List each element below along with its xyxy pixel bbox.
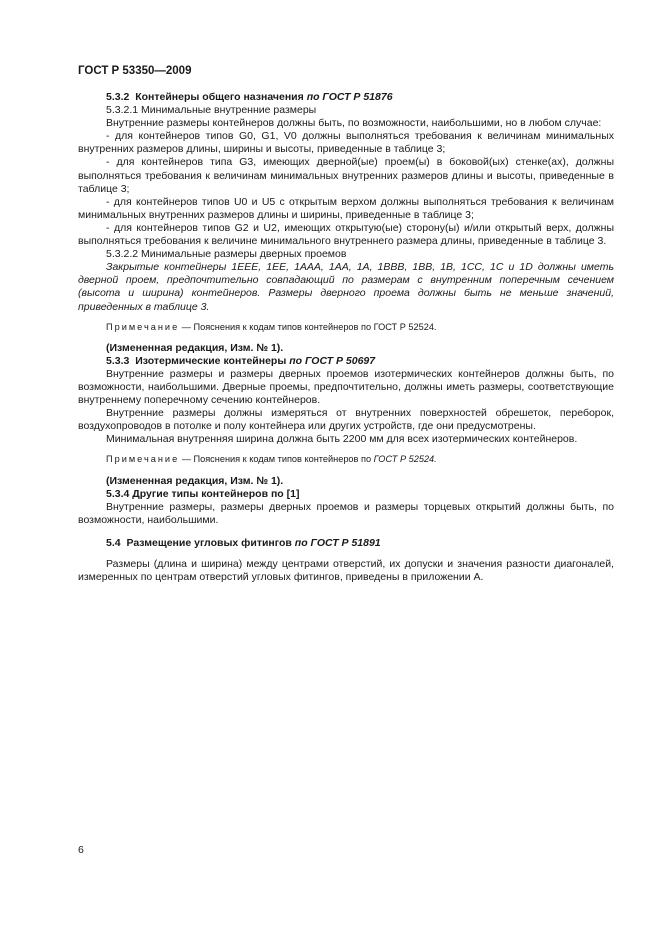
standard-ref: по ГОСТ Р 51876 bbox=[306, 91, 393, 103]
paragraph: Внутренние размеры контейнеров должны быть, по возможности, наибольшими, но в любом случае: bbox=[106, 117, 602, 130]
note bbox=[78, 453, 614, 466]
note-label: Примечание bbox=[106, 454, 180, 465]
list-item: - для контейнеров типов G2 и U2, имеющих открытую(ые) сторону(ы) и/или открытый верх, должны выполняться требования к величине минимального внутреннего размера длины, приведенные в таблице 3. bbox=[78, 221, 614, 248]
paragraph: Размеры (длина и ширина) между центрами отверстий, их допуски и значения разности диагоналей, измеренных по центрам отверстий угловых фитингов, приведены в приложении А. bbox=[78, 558, 614, 584]
subsection-5-3-2-2-title: 5.3.2.2 Минимальные размеры дверных проемов bbox=[106, 248, 347, 261]
section-number: 5.4 bbox=[106, 536, 121, 549]
section-5-3-2-title bbox=[78, 91, 614, 104]
section-number: 5.3.2 bbox=[106, 91, 130, 103]
amendment-note: (Измененная редакция, Изм. № 1). bbox=[106, 474, 284, 487]
paragraph: Внутренние размеры и размеры дверных проемов изотермических контейнеров должны быть, по возможности, наибольшими. Дверные проемы, предпочтительно, должны иметь размеры, соответствующие внутреннему поперечному сечению контейнеров. bbox=[78, 367, 614, 407]
subsection-5-3-2-1-title: 5.3.2.1 Минимальные внутренние размеры bbox=[106, 104, 317, 117]
note-standard-ref: ГОСТ Р 52524. bbox=[373, 454, 437, 465]
standard-ref: по ГОСТ Р 51891 bbox=[294, 536, 381, 549]
page-number: 6 bbox=[78, 844, 84, 856]
section-5-3-3-title bbox=[78, 355, 614, 368]
section-title: Контейнеры общего назначения bbox=[135, 91, 304, 103]
page-content bbox=[78, 91, 614, 584]
amendment-note: (Измененная редакция, Изм. № 1). bbox=[106, 341, 284, 354]
paragraph-italic: Закрытые контейнеры 1EEE, 1EE, 1AAA, 1AA, 1A, 1BBB, 1BB, 1B, 1CC, 1C и 1D должны иметь дверной проем, предпочтительно совпадающий по размерам с внутренним поперечным сечением (высота и ширина) контейнеров. Размеры дверного проема должны быть не меньше значений, приведенных в таблице 3. bbox=[78, 261, 614, 313]
list-item: - для контейнеров типов U0 и U5 с открытым верхом должны выполняться требования к величинам минимальных внутренних размеров длины и ширины, приведенные в таблице 3; bbox=[78, 195, 614, 221]
section-5-3-4-title: 5.3.4 Другие типы контейнеров по [1] bbox=[106, 487, 300, 500]
list-item: - для контейнеров типов G0, G1, V0 должны выполняться требования к величинам минимальных внутренних размеров длины, ширины и высоты, приведенные в таблице 3; bbox=[78, 130, 614, 156]
list-item: - для контейнеров типа G3, имеющих дверной(ые) проем(ы) в боковой(ых) стенке(ах), должны выполняться требования к величинам минимальных внутренних размеров длины и высоты, приведенные в таблице 3; bbox=[78, 156, 614, 195]
section-5-4-title bbox=[78, 537, 614, 550]
standard-ref: по ГОСТ Р 50697 bbox=[289, 354, 376, 367]
note-label: Примечание bbox=[106, 321, 180, 332]
section-title: Размещение угловых фитингов bbox=[126, 536, 292, 549]
note-text: — Пояснения к кодам типов контейнеров по bbox=[179, 454, 374, 465]
paragraph: Внутренние размеры, размеры дверных проемов и размеры торцевых открытий должны быть, по возможности, наибольшими. bbox=[78, 500, 614, 526]
document-header: ГОСТ Р 53350—2009 bbox=[78, 65, 192, 77]
note bbox=[78, 321, 614, 334]
paragraph: Внутренние размеры должны измеряться от внутренних поверхностей обрешеток, переборок, воздухопроводов в потолке и полу контейнера или других устройств, где они предусмотрены. bbox=[78, 407, 614, 433]
note-text: — Пояснения к кодам типов контейнеров по ГОСТ Р 52524. bbox=[179, 321, 437, 332]
paragraph: Минимальная внутренняя ширина должна быть 2200 мм для всех изотермических контейнеров. bbox=[106, 433, 578, 446]
section-number: 5.3.3 bbox=[106, 354, 130, 367]
section-title: Изотермические контейнеры bbox=[135, 354, 287, 367]
spacer bbox=[78, 550, 614, 558]
spacer bbox=[78, 527, 614, 537]
